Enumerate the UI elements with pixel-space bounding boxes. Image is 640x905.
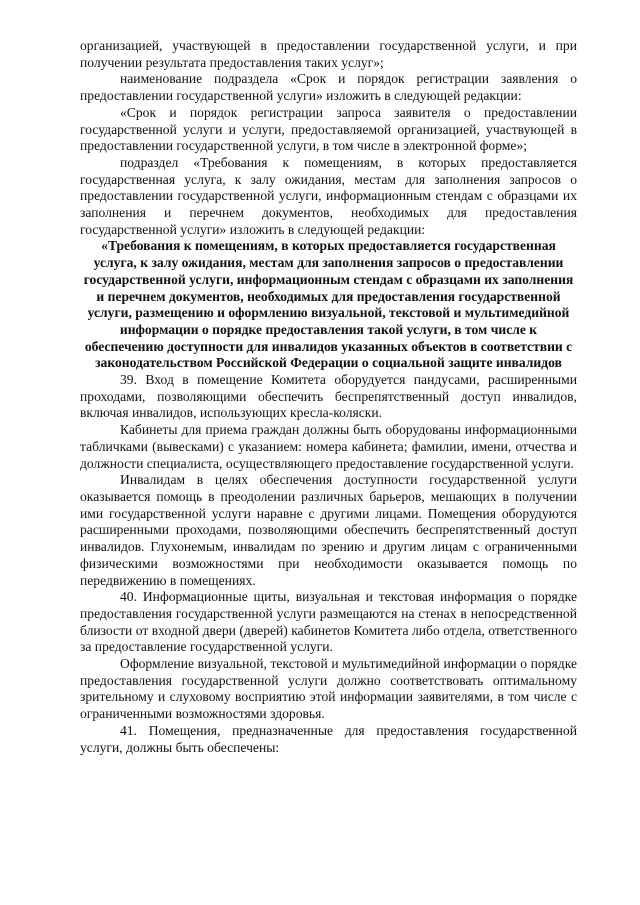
paragraph-new-title: «Срок и порядок регистрации запроса заявителя о предоставлении государственной услуги и услуги, предоставляемой организацией, участвующей в предоставлении государственной услуги, в том числе в электронной форме»;	[80, 104, 577, 154]
paragraph-subsection-name: наименование подраздела «Срок и порядок регистрации заявления о предоставлении государственной услуги» изложить в следующей редакции:	[80, 71, 577, 104]
paragraph-41: 41. Помещения, предназначенные для предоставления государственной услуги, должны быть обеспечены:	[80, 722, 577, 755]
paragraph-cabinets: Кабинеты для приема граждан должны быть оборудованы информационными табличками (вывесками) с указанием: номера кабинета; фамилии, имени, отчества и должности специалиста, осуществляющего предоставление государственной услуги.	[80, 422, 577, 471]
paragraph-39: 39. Вход в помещение Комитета оборудуется пандусами, расширенными проходами, позволяющими обеспечить беспрепятственный доступ инвалидов, включая инвалидов, использующих кресла-коляски.	[80, 372, 577, 421]
paragraph-40: 40. Информационные щиты, визуальная и текстовая информация о порядке предоставления государственной услуги размещаются на стенах в непосредственной близости от входной двери (дверей) кабинетов Комитета либо отдела, ответственного за предоставление государственной услуги.	[80, 589, 577, 655]
paragraph-visual-info: Оформление визуальной, текстовой и мультимедийной информации о порядке предоставления государственной услуги должно соответствовать оптимальному зрительному и слуховому восприятию этой информации заявителями, в том числе с ограниченными возможностями здоровья.	[80, 656, 577, 722]
document-page	[80, 38, 577, 756]
section-heading: «Требования к помещениям, в которых предоставляется государственная услуга, к залу ожидания, местам для заполнения запросов о предоставлении государственной услуги, информационным стендам с образцами их заполнения и перечнем документов, необходимых для предоставления государственной услуги, размещению и оформлению визуальной, текстовой и мультимедийной информации о порядке предоставления такой услуги, в том числе к обеспечению доступности для инвалидов указанных объектов в соответствии с законодательством Российской Федерации о социальной защите инвалидов	[83, 238, 574, 371]
paragraph-subsection-requirements: подраздел «Требования к помещениям, в которых предоставляется государственная услуга, к залу ожидания, местам для заполнения запросов о предоставлении государственной услуги, информационным стендам с образцами их заполнения и перечнем документов, необходимых для предоставления государственной услуги» изложить в следующей редакции:	[80, 154, 577, 237]
paragraph-continuation: организацией, участвующей в предоставлении государственной услуги, и при получении результата предоставления таких услуг»;	[80, 38, 577, 70]
paragraph-disabled-assistance: Инвалидам в целях обеспечения доступности государственной услуги оказывается помощь в преодолении различных барьеров, мешающих в получении ими государственной услуги наравне с другими лицами. Помещения оборудуются расширенными проходами, позволяющими обеспечить беспрепятственный доступ инвалидов. Глухонемым, инвалидам по зрению и другим лицам с ограниченными физическими возможностями при необходимости оказывается помощь по передвижению в помещениях.	[80, 472, 577, 588]
